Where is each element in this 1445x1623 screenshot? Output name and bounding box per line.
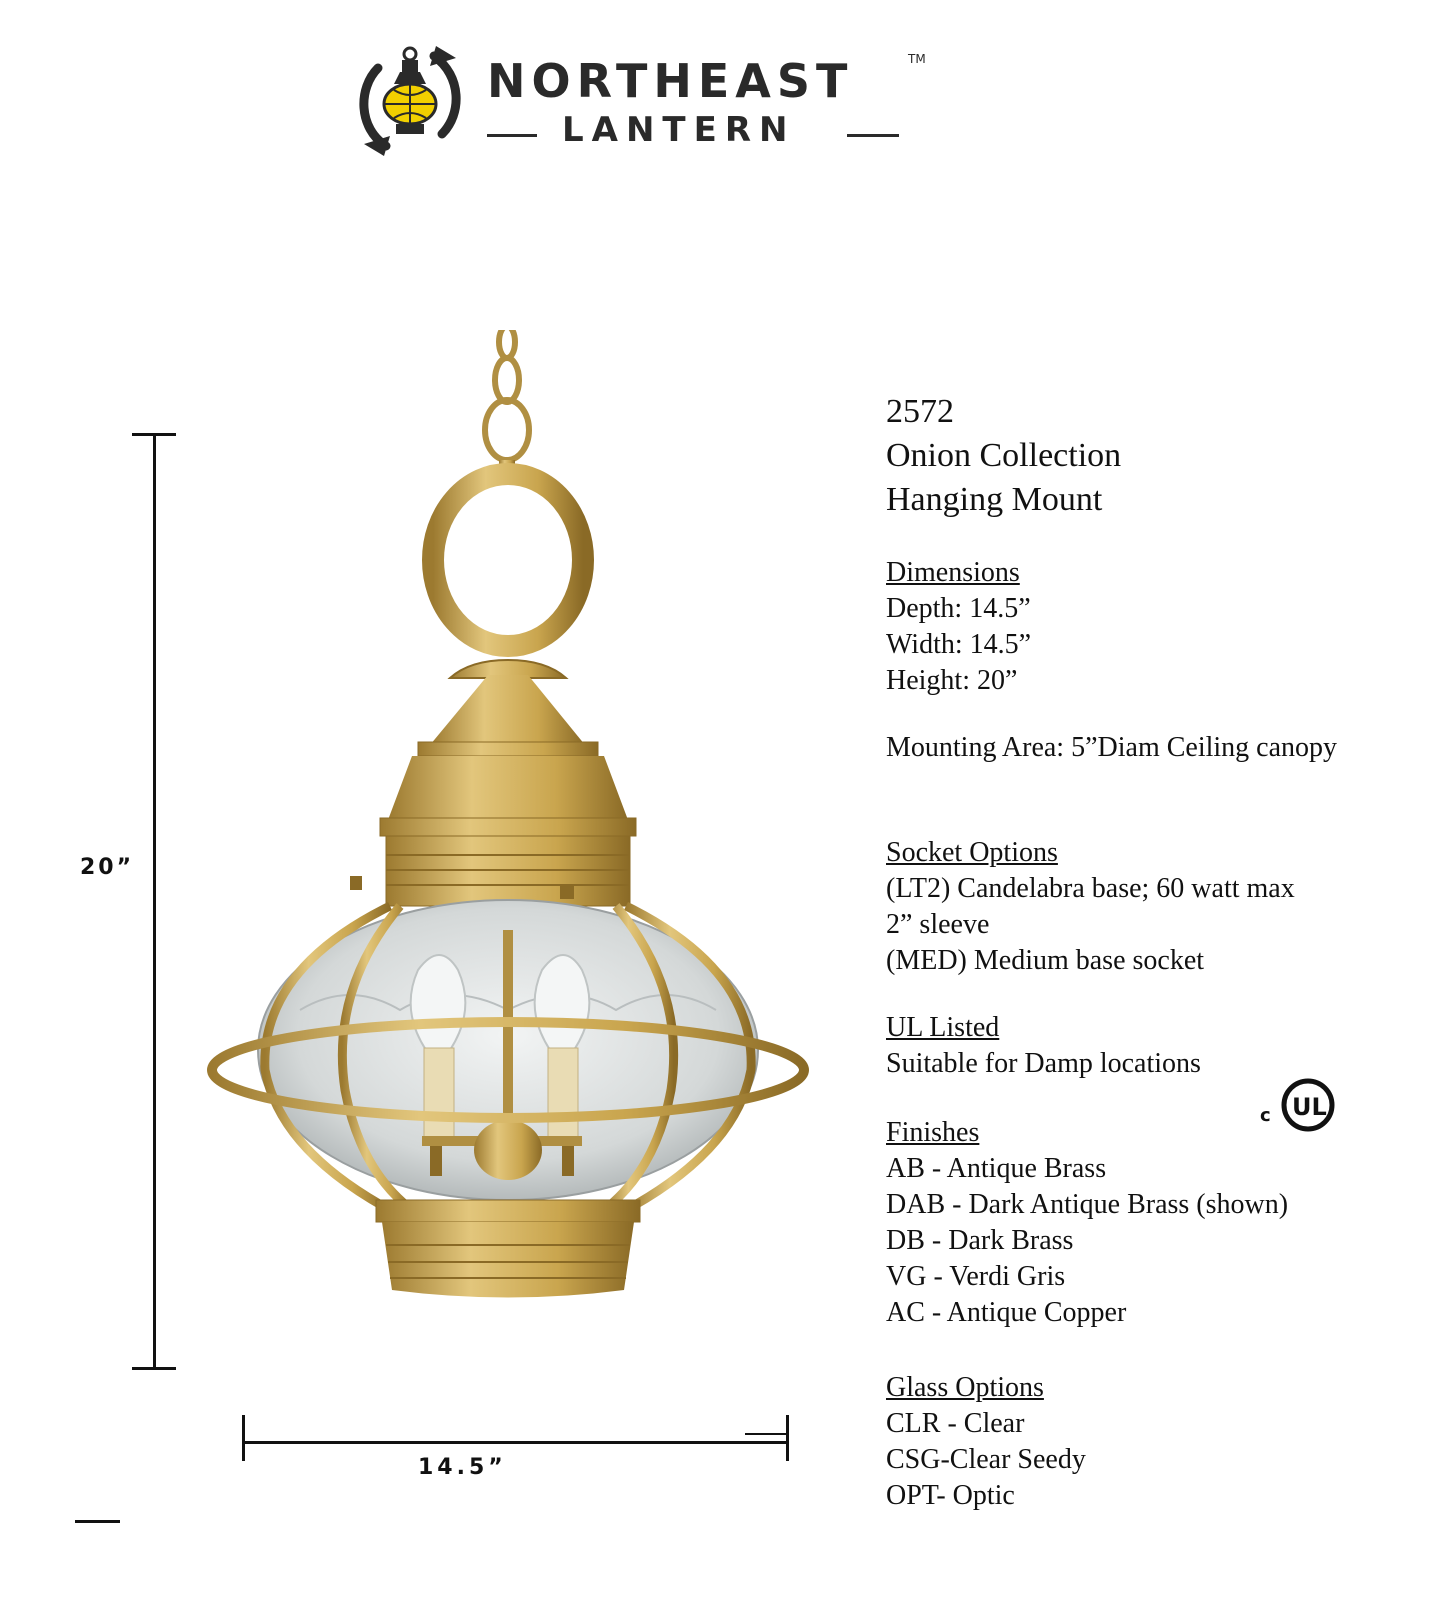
width-dimension-left-tick: [242, 1415, 245, 1461]
brand-logo: [350, 40, 930, 170]
height-dimension-label: 20”: [80, 855, 135, 880]
dimensions-heading: Dimensions: [886, 557, 1020, 588]
socket-option: 2” sleeve: [886, 909, 990, 940]
height-value: Height: 20”: [886, 665, 1018, 696]
glass-option: CLR - Clear: [886, 1408, 1025, 1439]
brand-name-bottom-row: [487, 112, 907, 152]
finish-option: AB - Antique Brass: [886, 1153, 1107, 1184]
height-dimension-top-tick: [132, 433, 176, 436]
finish-option: DB - Dark Brass: [886, 1225, 1074, 1256]
glass-option: CSG-Clear Seedy: [886, 1444, 1086, 1475]
finish-option: AC - Antique Copper: [886, 1297, 1127, 1328]
glass-options-heading: Glass Options: [886, 1372, 1044, 1403]
finishes-section: [886, 1115, 1288, 1331]
mounting-area: Mounting Area: 5”Diam Ceiling canopy: [886, 732, 1338, 763]
finishes-heading: Finishes: [886, 1117, 980, 1148]
product-title-block: [886, 390, 1121, 522]
height-dimension-line: [153, 433, 156, 1370]
ul-listed-heading: UL Listed: [886, 1012, 1000, 1043]
mount-type: Hanging Mount: [886, 481, 1103, 518]
finish-option: DAB - Dark Antique Brass (shown): [886, 1189, 1289, 1220]
lantern-logo-icon: [350, 40, 470, 162]
ul-listed-section: [886, 1010, 1201, 1082]
model-number: 2572: [886, 393, 954, 430]
height-dimension-bottom-tick: [132, 1367, 176, 1370]
socket-option: (LT2) Candelabra base; 60 watt max: [886, 873, 1295, 904]
brand-rule-left: [487, 134, 537, 137]
brand-name-bottom: LANTERN: [562, 110, 796, 150]
glass-options-section: [886, 1370, 1086, 1514]
socket-options-heading: Socket Options: [886, 837, 1058, 868]
glass-option: OPT- Optic: [886, 1480, 1015, 1511]
collection-name: Onion Collection: [886, 437, 1122, 474]
width-dimension-label: 14.5”: [418, 1455, 507, 1480]
dimensions-section: [886, 555, 1031, 699]
width-dimension-right-tick: [786, 1415, 789, 1461]
trademark-symbol: TM: [908, 52, 926, 66]
divider-dash: [75, 1520, 120, 1523]
onion-lantern-illustration: [150, 330, 870, 1360]
depth-value: Depth: 14.5”: [886, 593, 1031, 624]
width-value: Width: 14.5”: [886, 629, 1032, 660]
socket-option: (MED) Medium base socket: [886, 945, 1205, 976]
ul-listed-text: Suitable for Damp locations: [886, 1048, 1201, 1079]
socket-options-section: [886, 835, 1295, 979]
brand-rule-right: [847, 134, 899, 137]
ul-mark-c: c: [1260, 1105, 1271, 1126]
finish-option: VG - Verdi Gris: [886, 1261, 1066, 1292]
width-dimension-line: [243, 1441, 788, 1444]
width-dimension-extra-line: [745, 1433, 787, 1435]
brand-name-top: NORTHEAST: [487, 54, 854, 108]
ul-mark-letters: UL: [1292, 1093, 1327, 1121]
